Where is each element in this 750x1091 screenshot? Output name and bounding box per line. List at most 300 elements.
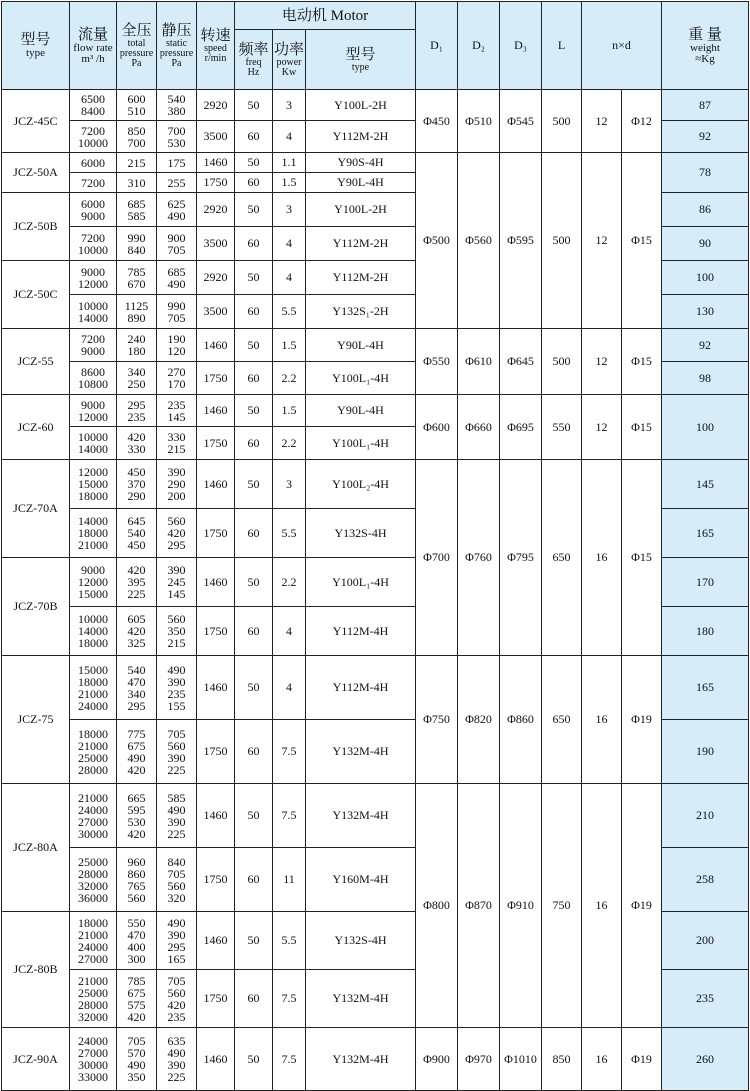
static-pressure-value: 490	[167, 276, 186, 291]
total-pressure-value: 295	[127, 698, 146, 713]
speed: 1460	[197, 784, 235, 848]
flow-rate-value: 14000	[78, 310, 108, 325]
static-pressure-value: 390	[167, 563, 186, 577]
flow-rate-value: 9000	[81, 264, 105, 279]
table-row	[2, 656, 749, 720]
motor-type: Y90L-4H	[306, 173, 416, 193]
total-pressure-value: 420	[127, 563, 146, 577]
weight: 100	[662, 395, 749, 460]
power: 11	[273, 848, 306, 912]
dim-d3: Φ545	[500, 90, 542, 153]
static-pressure	[157, 1028, 197, 1091]
static-pressure-value: 295	[167, 538, 186, 552]
static-pressure-value: 225	[167, 1070, 186, 1084]
flow-rate-value: 27000	[78, 1046, 108, 1060]
total-pressure-value: 530	[127, 814, 146, 829]
static-pressure-value: 390	[167, 814, 186, 829]
total-pressure-value: 180	[127, 344, 146, 358]
frequency: 50	[235, 261, 273, 295]
total-pressure	[117, 362, 157, 395]
weight: 180	[662, 607, 749, 656]
motor-type: Y132S-4H	[306, 509, 416, 558]
static-pressure-value: 490	[167, 915, 186, 930]
dim-d2: Φ760	[458, 460, 500, 656]
total-pressure-value: 290	[127, 489, 146, 503]
total-pressure-value: 420	[127, 430, 146, 444]
flow-rate	[70, 607, 117, 656]
total-pressure-value: 890	[127, 310, 146, 325]
power: 4	[273, 607, 306, 656]
dim-d1: Φ450	[416, 90, 458, 153]
table-row	[2, 90, 749, 121]
flow-rate-value: 28000	[78, 762, 108, 777]
bolt-count: 16	[582, 1028, 622, 1091]
static-pressure-value: 420	[167, 997, 186, 1012]
flow-rate-value: 6500	[81, 92, 105, 106]
flow-rate-value: 12000	[78, 276, 108, 291]
dim-d1: Φ750	[416, 656, 458, 784]
motor-type: Y132S-4H	[306, 912, 416, 970]
static-pressure-value: 225	[167, 762, 186, 777]
table-row	[2, 329, 749, 362]
static-pressure-value: 635	[167, 1034, 186, 1048]
static-pressure-value: 560	[167, 612, 186, 626]
header-freq: 频率 freq Hz	[235, 30, 273, 90]
flow-rate-value: 21000	[78, 538, 108, 552]
static-pressure-value: 145	[167, 587, 186, 601]
flow-rate-value: 10000	[78, 298, 108, 313]
flow-rate-value: 10000	[78, 430, 108, 444]
static-pressure-value: 705	[167, 973, 186, 988]
motor-type: Y100L-2H	[306, 90, 416, 121]
static-pressure	[157, 153, 197, 173]
power: 2.2	[273, 558, 306, 607]
weight: 87	[662, 90, 749, 121]
dim-d2: Φ820	[458, 656, 500, 784]
power: 5.5	[273, 295, 306, 329]
dim-d1: Φ800	[416, 784, 458, 1028]
flow-rate-value: 12000	[78, 409, 108, 424]
speed: 1750	[197, 509, 235, 558]
static-pressure	[157, 558, 197, 607]
dim-d3: Φ910	[500, 784, 542, 1028]
total-pressure-value: 585	[127, 208, 146, 223]
flow-rate	[70, 90, 117, 121]
flow-rate-value: 24000	[78, 1034, 108, 1048]
motor-type: Y132M-4H	[306, 720, 416, 784]
flow-rate-value: 15000	[78, 477, 108, 491]
speed: 1460	[197, 912, 235, 970]
model-type: JCZ-50C	[2, 261, 70, 329]
flow-rate	[70, 970, 117, 1028]
bolt-count: 12	[582, 395, 622, 460]
total-pressure-value: 665	[127, 790, 146, 805]
static-pressure-value: 990	[167, 298, 186, 313]
static-pressure-value: 390	[167, 1058, 186, 1072]
static-pressure-value: 705	[167, 726, 186, 741]
total-pressure-value: 605	[127, 612, 146, 626]
static-pressure-value: 390	[167, 750, 186, 765]
motor-type: Y90L-4H	[306, 395, 416, 427]
static-pressure-value: 685	[167, 264, 186, 279]
total-pressure	[117, 153, 157, 173]
speed: 1460	[197, 395, 235, 427]
total-pressure-value: 540	[127, 526, 146, 540]
frequency: 60	[235, 121, 273, 153]
dim-l: 550	[542, 395, 582, 460]
flow-rate-value: 14000	[78, 624, 108, 638]
speed: 2920	[197, 261, 235, 295]
power: 4	[273, 656, 306, 720]
static-pressure-value: 700	[167, 123, 186, 138]
static-pressure-value: 585	[167, 790, 186, 805]
static-pressure	[157, 607, 197, 656]
motor-type: Y112M-4H	[306, 656, 416, 720]
total-pressure-value: 550	[127, 915, 146, 930]
model-type: JCZ-80A	[2, 784, 70, 912]
flow-rate-value: 10000	[78, 135, 108, 150]
flow-rate	[70, 227, 117, 261]
flow-rate-value: 7200	[81, 175, 105, 190]
total-pressure-value: 340	[127, 686, 146, 701]
frequency: 60	[235, 509, 273, 558]
header-power: 功率 power Kw	[273, 30, 306, 90]
static-pressure	[157, 912, 197, 970]
flow-rate-value: 24000	[78, 939, 108, 954]
table-row	[2, 395, 749, 427]
speed: 1750	[197, 173, 235, 193]
flow-rate	[70, 558, 117, 607]
total-pressure	[117, 720, 157, 784]
total-pressure	[117, 395, 157, 427]
model-type: JCZ-50A	[2, 153, 70, 193]
header-motor-type: 型号 type	[306, 30, 416, 90]
dim-d2: Φ660	[458, 395, 500, 460]
weight: 98	[662, 362, 749, 395]
flow-rate-value: 8400	[81, 104, 105, 118]
weight: 78	[662, 153, 749, 193]
speed: 3500	[197, 295, 235, 329]
speed: 1460	[197, 558, 235, 607]
frequency: 60	[235, 848, 273, 912]
flow-rate-value: 6000	[81, 196, 105, 211]
model-type: JCZ-90A	[2, 1028, 70, 1091]
motor-type: Y100L₁-4H	[306, 362, 416, 395]
weight: 200	[662, 912, 749, 970]
motor-type: Y132M-4H	[306, 784, 416, 848]
motor-type: Y160M-4H	[306, 848, 416, 912]
flow-rate-value: 30000	[78, 826, 108, 841]
header-static-pressure: 静压 static pressure Pa	[157, 2, 197, 90]
static-pressure-value: 235	[167, 1009, 186, 1024]
power: 3	[273, 460, 306, 509]
power: 7.5	[273, 784, 306, 848]
frequency: 60	[235, 295, 273, 329]
flow-rate-value: 21000	[78, 738, 108, 753]
power: 7.5	[273, 1028, 306, 1091]
flow-rate-value: 15000	[78, 662, 108, 677]
power: 3	[273, 193, 306, 227]
header-speed: 转速 speed r/min	[197, 2, 235, 90]
flow-rate-value: 18000	[78, 636, 108, 650]
bolt-diameter: Φ19	[622, 656, 662, 784]
weight: 170	[662, 558, 749, 607]
static-pressure-value: 705	[167, 310, 186, 325]
flow-rate-value: 30000	[78, 1058, 108, 1072]
total-pressure	[117, 173, 157, 193]
motor-type: Y112M-2H	[306, 121, 416, 153]
dim-d1: Φ900	[416, 1028, 458, 1091]
motor-type: Y100L₁-4H	[306, 558, 416, 607]
static-pressure-value: 705	[167, 242, 186, 257]
flow-rate-value: 7200	[81, 123, 105, 138]
static-pressure-value: 350	[167, 624, 186, 638]
weight: 210	[662, 784, 749, 848]
static-pressure-value: 295	[167, 939, 186, 954]
flow-rate	[70, 362, 117, 395]
total-pressure-value: 240	[127, 332, 146, 346]
frequency: 50	[235, 656, 273, 720]
static-pressure	[157, 329, 197, 362]
table-row	[2, 460, 749, 509]
bolt-diameter: Φ15	[622, 329, 662, 395]
weight: 235	[662, 970, 749, 1028]
total-pressure-value: 840	[127, 242, 146, 257]
dim-d3: Φ695	[500, 395, 542, 460]
total-pressure	[117, 121, 157, 153]
bolt-count: 16	[582, 656, 622, 784]
total-pressure-value: 470	[127, 674, 146, 689]
static-pressure-value: 490	[167, 802, 186, 817]
bolt-count: 16	[582, 784, 622, 1028]
total-pressure-value: 215	[127, 155, 146, 170]
total-pressure	[117, 1028, 157, 1091]
flow-rate-value: 32000	[78, 878, 108, 893]
bolt-diameter: Φ15	[622, 460, 662, 656]
dim-d2: Φ870	[458, 784, 500, 1028]
header-type: 型号 type	[2, 2, 70, 90]
total-pressure-value: 765	[127, 878, 146, 893]
dim-l: 650	[542, 460, 582, 656]
header-d3: D₃	[500, 2, 542, 90]
static-pressure	[157, 362, 197, 395]
static-pressure-value: 560	[167, 878, 186, 893]
total-pressure-value: 370	[127, 477, 146, 491]
weight: 165	[662, 509, 749, 558]
total-pressure	[117, 784, 157, 848]
static-pressure	[157, 295, 197, 329]
frequency: 50	[235, 90, 273, 121]
total-pressure-value: 420	[127, 762, 146, 777]
static-pressure-value: 215	[167, 442, 186, 456]
dim-d3: Φ595	[500, 153, 542, 329]
weight: 90	[662, 227, 749, 261]
speed: 1460	[197, 153, 235, 173]
weight: 145	[662, 460, 749, 509]
static-pressure-value: 200	[167, 489, 186, 503]
speed: 1460	[197, 1028, 235, 1091]
flow-rate-value: 28000	[78, 866, 108, 881]
power: 1.1	[273, 153, 306, 173]
power: 1.5	[273, 329, 306, 362]
static-pressure-value: 170	[167, 377, 186, 391]
total-pressure-value: 675	[127, 738, 146, 753]
dim-l: 500	[542, 90, 582, 153]
static-pressure-value: 380	[167, 104, 186, 118]
power: 5.5	[273, 509, 306, 558]
total-pressure-value: 350	[127, 1070, 146, 1084]
weight: 92	[662, 121, 749, 153]
total-pressure	[117, 460, 157, 509]
flow-rate-value: 7200	[81, 230, 105, 245]
flow-rate-value: 36000	[78, 890, 108, 905]
weight: 86	[662, 193, 749, 227]
total-pressure	[117, 427, 157, 460]
flow-rate	[70, 509, 117, 558]
motor-type: Y132M-4H	[306, 1028, 416, 1091]
bolt-diameter: Φ19	[622, 1028, 662, 1091]
bolt-count: 12	[582, 329, 622, 395]
static-pressure-value: 175	[167, 155, 186, 170]
total-pressure-value: 420	[127, 1009, 146, 1024]
static-pressure-value: 120	[167, 344, 186, 358]
motor-type: Y100L₂-4H	[306, 460, 416, 509]
total-pressure-value: 645	[127, 514, 146, 528]
total-pressure-value: 705	[127, 1034, 146, 1048]
bolt-count: 12	[582, 153, 622, 329]
total-pressure-value: 860	[127, 866, 146, 881]
total-pressure-value: 250	[127, 377, 146, 391]
frequency: 60	[235, 362, 273, 395]
speed: 1750	[197, 607, 235, 656]
total-pressure-value: 470	[127, 927, 146, 942]
total-pressure-value: 340	[127, 365, 146, 379]
total-pressure-value: 235	[127, 409, 146, 424]
model-type: JCZ-75	[2, 656, 70, 784]
flow-rate-value: 18000	[78, 674, 108, 689]
total-pressure	[117, 558, 157, 607]
dim-d2: Φ970	[458, 1028, 500, 1091]
dim-d3: Φ645	[500, 329, 542, 395]
static-pressure-value: 235	[167, 686, 186, 701]
static-pressure-value: 165	[167, 951, 186, 966]
total-pressure	[117, 295, 157, 329]
frequency: 60	[235, 173, 273, 193]
motor-type: Y90L-4H	[306, 329, 416, 362]
frequency: 50	[235, 395, 273, 427]
total-pressure-value: 450	[127, 538, 146, 552]
total-pressure	[117, 970, 157, 1028]
static-pressure	[157, 90, 197, 121]
dim-l: 850	[542, 1028, 582, 1091]
flow-rate	[70, 1028, 117, 1091]
static-pressure-value: 705	[167, 866, 186, 881]
total-pressure-value: 670	[127, 276, 146, 291]
total-pressure	[117, 509, 157, 558]
total-pressure-value: 300	[127, 951, 146, 966]
flow-rate	[70, 153, 117, 173]
flow-rate	[70, 295, 117, 329]
dim-d2: Φ560	[458, 153, 500, 329]
motor-type: Y112M-2H	[306, 227, 416, 261]
static-pressure-value: 560	[167, 985, 186, 1000]
total-pressure-value: 490	[127, 1058, 146, 1072]
static-pressure	[157, 509, 197, 558]
frequency: 60	[235, 607, 273, 656]
power: 2.2	[273, 362, 306, 395]
total-pressure-value: 395	[127, 575, 146, 589]
static-pressure-value: 225	[167, 826, 186, 841]
static-pressure	[157, 970, 197, 1028]
total-pressure-value: 540	[127, 662, 146, 677]
power: 5.5	[273, 912, 306, 970]
weight: 100	[662, 261, 749, 295]
flow-rate	[70, 784, 117, 848]
flow-rate-value: 27000	[78, 951, 108, 966]
dim-l: 500	[542, 329, 582, 395]
flow-rate	[70, 329, 117, 362]
flow-rate	[70, 656, 117, 720]
dim-l: 650	[542, 656, 582, 784]
motor-type: Y112M-4H	[306, 607, 416, 656]
frequency: 60	[235, 720, 273, 784]
power: 4	[273, 121, 306, 153]
flow-rate-value: 21000	[78, 927, 108, 942]
model-type: JCZ-50B	[2, 193, 70, 261]
total-pressure	[117, 912, 157, 970]
flow-rate-value: 10800	[78, 377, 108, 391]
total-pressure-value: 295	[127, 397, 146, 412]
frequency: 50	[235, 329, 273, 362]
static-pressure	[157, 193, 197, 227]
flow-rate-value: 14000	[78, 514, 108, 528]
flow-rate	[70, 848, 117, 912]
flow-rate-value: 10000	[78, 612, 108, 626]
total-pressure	[117, 261, 157, 295]
static-pressure	[157, 121, 197, 153]
flow-rate-value: 24000	[78, 698, 108, 713]
flow-rate-value: 18000	[78, 489, 108, 503]
flow-rate-value: 12000	[78, 575, 108, 589]
static-pressure-value: 560	[167, 738, 186, 753]
flow-rate-value: 18000	[78, 915, 108, 930]
frequency: 50	[235, 193, 273, 227]
dim-l: 750	[542, 784, 582, 1028]
static-pressure-value: 540	[167, 92, 186, 106]
motor-type: Y90S-4H	[306, 153, 416, 173]
power: 4	[273, 227, 306, 261]
flow-rate-value: 24000	[78, 802, 108, 817]
total-pressure-value: 560	[127, 890, 146, 905]
dim-l: 500	[542, 153, 582, 329]
motor-type: Y100L-2H	[306, 193, 416, 227]
static-pressure-value: 490	[167, 208, 186, 223]
static-pressure	[157, 848, 197, 912]
static-pressure	[157, 395, 197, 427]
flow-rate-value: 9000	[81, 397, 105, 412]
static-pressure-value: 420	[167, 526, 186, 540]
model-type: JCZ-70A	[2, 460, 70, 558]
total-pressure-value: 595	[127, 802, 146, 817]
dim-d3: Φ795	[500, 460, 542, 656]
power: 3	[273, 90, 306, 121]
total-pressure-value: 400	[127, 939, 146, 954]
total-pressure	[117, 848, 157, 912]
flow-rate	[70, 912, 117, 970]
power: 7.5	[273, 720, 306, 784]
static-pressure-value: 390	[167, 674, 186, 689]
model-type: JCZ-45C	[2, 90, 70, 153]
